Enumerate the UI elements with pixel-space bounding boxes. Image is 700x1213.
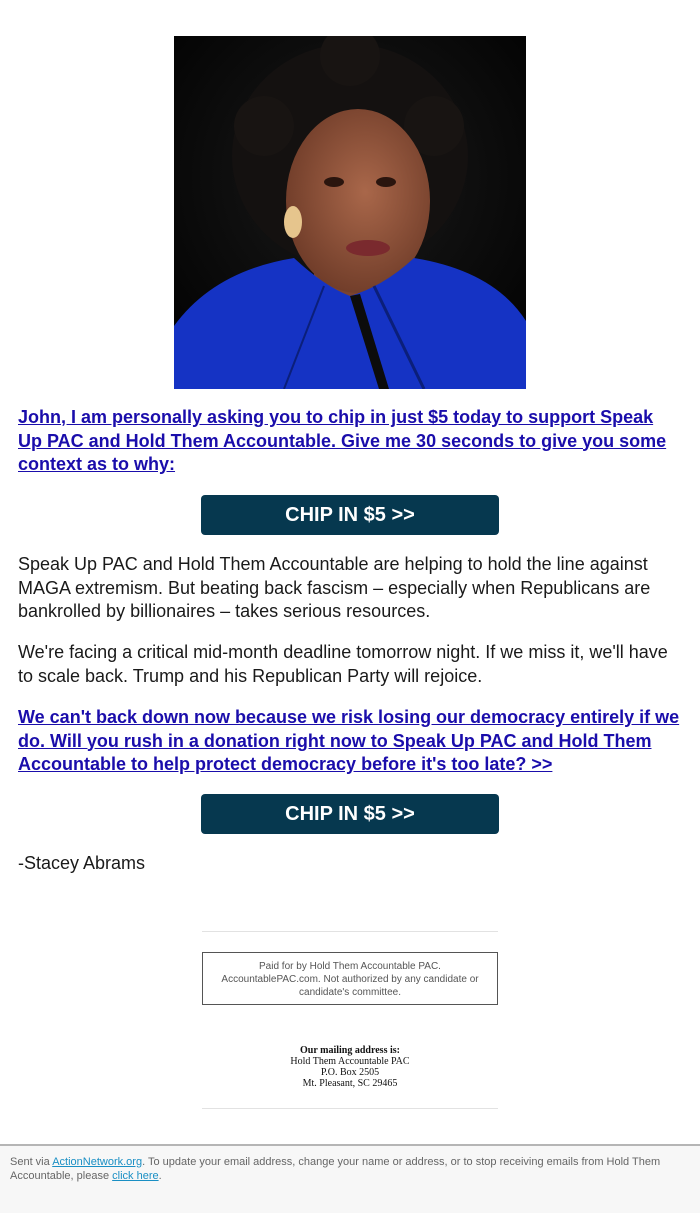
footer-end: . — [158, 1170, 162, 1182]
portrait-photo — [174, 36, 526, 389]
paid-for-disclaimer — [202, 952, 498, 1005]
footer — [0, 1146, 700, 1213]
actionnetwork-link[interactable]: ActionNetwork.org — [52, 1156, 143, 1168]
body-paragraph-1: Speak Up PAC and Hold Them Accountable are helping to hold the line against MAGA extremism. But beating back fascism – especially when Republicans are bankrolled by billionaires – takes serious resources. — [18, 554, 651, 621]
disclaimer-text: Paid for by Hold Them Accountable PAC. AccountablePAC.com. Not authorized by any candidate or candidate's committee. — [221, 961, 479, 998]
mailing-city: Mt. Pleasant, SC 29465 — [302, 1078, 398, 1089]
mailing-po-box: P.O. Box 2505 — [320, 1067, 380, 1078]
divider-bottom — [202, 1108, 498, 1109]
signature: -Stacey Abrams — [18, 853, 146, 873]
divider-top — [202, 931, 498, 932]
intro-donate-link[interactable]: John, I am personally asking you to chip in just $5 today to support Speak Up PAC and Hold Them Accountable. Give me 30 seconds to give you some context as to why: — [18, 407, 667, 474]
unsubscribe-link[interactable]: click here — [112, 1170, 159, 1182]
mailing-org: Hold Them Accountable PAC — [290, 1056, 410, 1067]
mailing-heading: Our mailing address is: — [300, 1045, 400, 1056]
mailing-address — [202, 1045, 498, 1089]
body-paragraph-2: We're facing a critical mid-month deadline tomorrow night. If we miss it, we'll have to scale back. Trump and his Republican Party will rejoice. — [18, 642, 668, 686]
footer-middle-text: . To update your email address, change your name or address, or to stop receiving emails from Hold Them Accountable, please — [10, 1156, 661, 1182]
chip-in-button-bottom[interactable]: CHIP IN $5 >> — [201, 794, 499, 834]
portrait-illustration — [174, 36, 526, 389]
donation-appeal-link[interactable]: We can't back down now because we risk losing our democracy entirely if we do. Will you rush in a donation right now to Speak Up PAC and Hold Them Accountable to help protect democracy before it's too late? >> — [18, 707, 680, 774]
footer-sent-via: Sent via — [10, 1156, 53, 1168]
chip-in-button-top[interactable]: CHIP IN $5 >> — [201, 495, 499, 535]
